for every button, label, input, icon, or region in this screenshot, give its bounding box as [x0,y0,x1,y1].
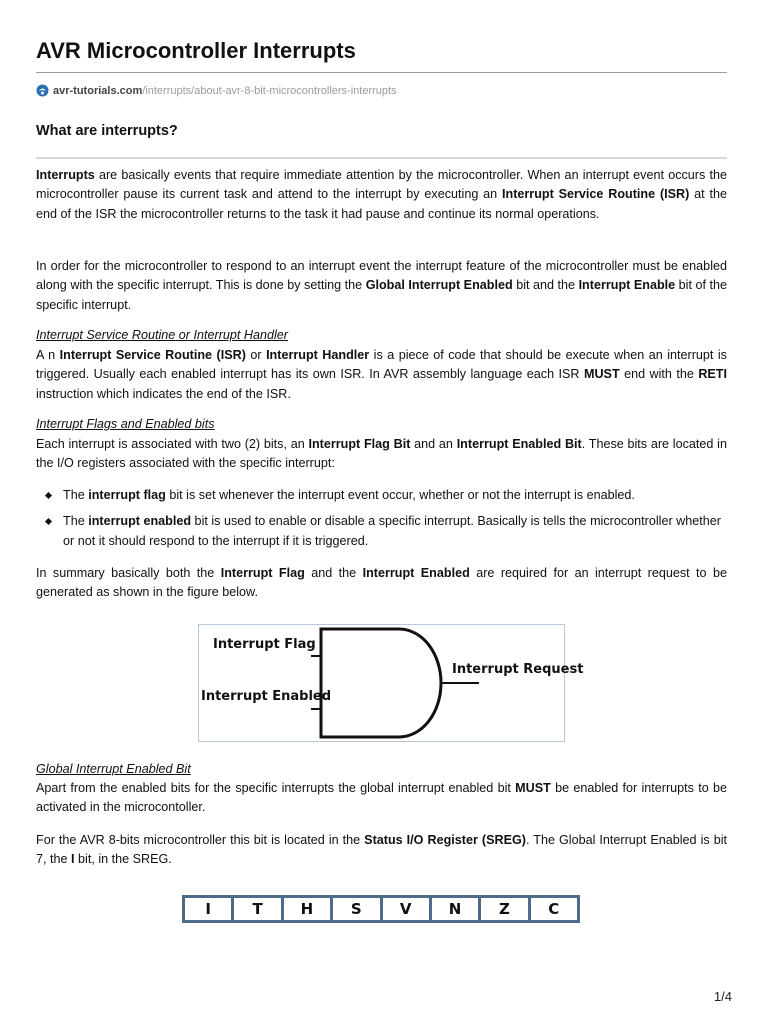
site-logo-icon [36,84,49,97]
bullet-list [36,486,727,558]
source-domain[interactable]: avr-tutorials.com [53,84,143,97]
gate-input-enabled-label: Interrupt Enabled [201,689,332,704]
page-title: AVR Microcontroller Interrupts [36,38,356,63]
bullet-text: The interrupt flag bit is set whenever the interrupt event occur, whether or not the interrupt is enabled. [63,488,635,502]
bullet-icon [45,492,52,499]
and-gate-figure [198,624,584,742]
sreg-bit: V [383,898,432,920]
list-item [36,486,727,505]
list-item [36,512,727,551]
sreg-register-diagram [182,895,580,923]
source-link[interactable] [36,84,397,97]
sreg-bit: N [432,898,481,920]
paragraph-interrupts-definition: Interrupts are basically events that require immediate attention by the microcontroller. When an interrupt event occurs the microcontroller pause its current task and attend to the interrupt by executing an Interrupt Service Routine (ISR) at the end of the ISR the microcontroller returns to the task it had pause and continue its normal operations. [36,168,727,221]
sreg-bit: H [284,898,333,920]
section-divider [36,157,727,159]
sreg-bit: S [333,898,382,920]
source-path[interactable]: /interrupts/about-avr-8-bit-microcontrollers-interrupts [142,84,397,97]
paragraph-sreg: For the AVR 8-bits microcontroller this bit is located in the Status I/O Register (SREG). The Global Interrupt Enabled is bit 7, the I bit, in the SREG. [36,833,727,867]
paragraph-global-interrupt: Apart from the enabled bits for the specific interrupts the global interrupt enabled bit MUST be enabled for interrupts to be activated in the microcontoller. [36,781,728,815]
section-heading: What are interrupts? [36,123,178,139]
title-divider [36,72,727,73]
page-number: 1/4 [713,989,732,1004]
sreg-bit: T [234,898,283,920]
subheading-flags-enabled-bits: Interrupt Flags and Enabled bits [36,417,215,431]
bullet-text: The interrupt enabled bit is used to enable or disable a specific interrupt. Basically is tells the microcontroller whether or not it should respond to the interrupt if it is triggered. [63,514,721,548]
sreg-bit: C [548,900,560,918]
gate-output-label: Interrupt Request [452,662,584,677]
subheading-global-interrupt-enabled-bit: Global Interrupt Enabled Bit [36,762,191,776]
paragraph-isr: A n Interrupt Service Routine (ISR) or Interrupt Handler is a piece of code that should be execute when an interrupt is triggered. Usually each enabled interrupt has its own ISR. In AVR assembly language each ISR MUST end with the RETI instruction which indicates the end of the ISR. [36,348,727,401]
sreg-bit: Z [481,898,530,920]
bullet-icon [45,518,52,525]
subheading-isr: Interrupt Service Routine or Interrupt Handler [36,328,288,342]
paragraph-flags-enabled-bits: Each interrupt is associated with two (2) bits, an Interrupt Flag Bit and an Interrupt Enabled Bit. These bits are located in the I/O registers associated with the specific interrupt: [36,437,727,471]
and-gate-diagram [199,625,584,741]
sreg-bit: I [185,898,234,920]
gate-input-flag-label: Interrupt Flag [213,637,316,652]
paragraph-enabling-interrupts: In order for the microcontroller to respond to an interrupt event the interrupt feature of the microcontroller must be enabled along with the specific interrupt. This is done by setting the Global Interrupt Enabled bit and the Interrupt Enable bit of the specific interrupt. [36,259,728,312]
paragraph-summary: In summary basically both the Interrupt Flag and the Interrupt Enabled are required for an interrupt request to be generated as shown in the figure below. [36,566,727,600]
